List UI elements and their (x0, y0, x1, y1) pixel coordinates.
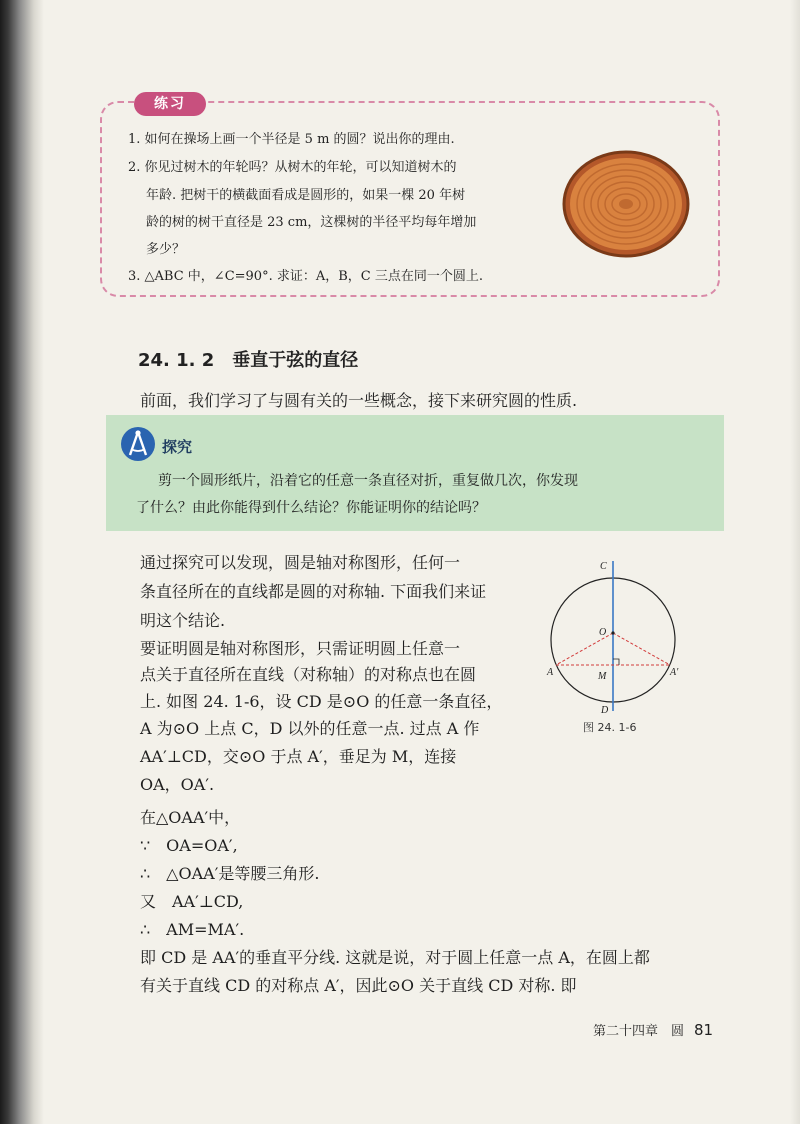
body-line: 上. 如图 24. 1-6，设 CD 是⊙O 的任意一条直径， (140, 692, 503, 711)
section-title: 24. 1. 2 垂直于弦的直径 (138, 350, 359, 371)
label-o: O (599, 627, 607, 638)
chapter-title: 第二十四章 圆 (593, 1024, 685, 1039)
tree-stump-image (562, 150, 690, 258)
center-point (611, 631, 614, 634)
exercise-tag: 练习 (134, 92, 206, 116)
body-line: 点关于直径所在直线（对称轴）的对称点也在圆 (140, 665, 477, 684)
label-a: A (547, 667, 554, 678)
explore-text-line: 了什么？由此你能得到什么结论？你能证明你的结论吗？ (136, 500, 486, 516)
exercise-line: 2. 你见过树木的年轮吗？从树木的年轮，可以知道树木的 (128, 160, 457, 175)
explore-label: 探究 (162, 438, 193, 456)
body-line: 有关于直线 CD 的对称点 A′，因此⊙O 关于直线 CD 对称. 即 (140, 976, 577, 995)
body-line: 通过探究可以发现，圆是轴对称图形，任何一 (140, 553, 461, 572)
exercise-line: 1. 如何在操场上画一个半径是 5 m 的圆？说出你的理由. (128, 132, 455, 147)
label-c: C (600, 561, 607, 572)
right-angle-mark (613, 659, 619, 665)
circle-diagram (546, 555, 686, 715)
label-m: M (598, 671, 607, 682)
body-line: 即 CD 是 AA′的垂直平分线. 这就是说，对于圆上任意一点 A，在圆上都 (140, 948, 650, 967)
page-number: 81 (694, 1021, 714, 1039)
body-line: 在△OAA′中， (140, 808, 241, 827)
body-line: OA，OA′. (140, 775, 215, 794)
page-edge (790, 0, 800, 1124)
page-footer (593, 1020, 713, 1039)
intro-paragraph: 前面，我们学习了与圆有关的一些概念，接下来研究圆的性质. (140, 391, 578, 410)
body-line: ∵ OA=OA′, (140, 836, 238, 855)
segment-oa-prime (613, 633, 670, 665)
explore-text-line: 剪一个圆形纸片，沿着它的任意一条直径对折，重复做几次，你发现 (158, 473, 578, 489)
body-line: 要证明圆是轴对称图形，只需证明圆上任意一 (140, 639, 461, 658)
label-d: D (601, 705, 609, 715)
label-a-prime: A′ (670, 667, 679, 678)
compass-icon (120, 426, 156, 462)
body-line: 条直径所在的直线都是圆的对称轴. 下面我们来证 (140, 582, 487, 601)
exercise-line: 年龄. 把树干的横截面看成是圆形的，如果一棵 20 年树 (146, 188, 466, 203)
exercise-line: 龄的树的树干直径是 23 cm，这棵树的半径平均每年增加 (146, 215, 477, 230)
body-line: 明这个结论. (140, 611, 226, 630)
book-spine-shadow (0, 0, 44, 1124)
body-line: ∴ AM=MA′. (140, 920, 245, 939)
body-line: A 为⊙O 上点 C，D 以外的任意一点. 过点 A 作 (140, 719, 480, 738)
body-line: AA′⊥CD，交⊙O 于点 A′，垂足为 M，连接 (140, 747, 457, 766)
exercise-line: 3. △ABC 中，∠C=90°. 求证：A，B，C 三点在同一个圆上. (128, 269, 483, 284)
exercise-line: 多少？ (146, 242, 186, 257)
body-line: ∴ △OAA′是等腰三角形. (140, 864, 320, 883)
body-line: 又 AA′⊥CD, (140, 892, 244, 911)
figure-caption: 图 24. 1-6 (583, 721, 637, 734)
